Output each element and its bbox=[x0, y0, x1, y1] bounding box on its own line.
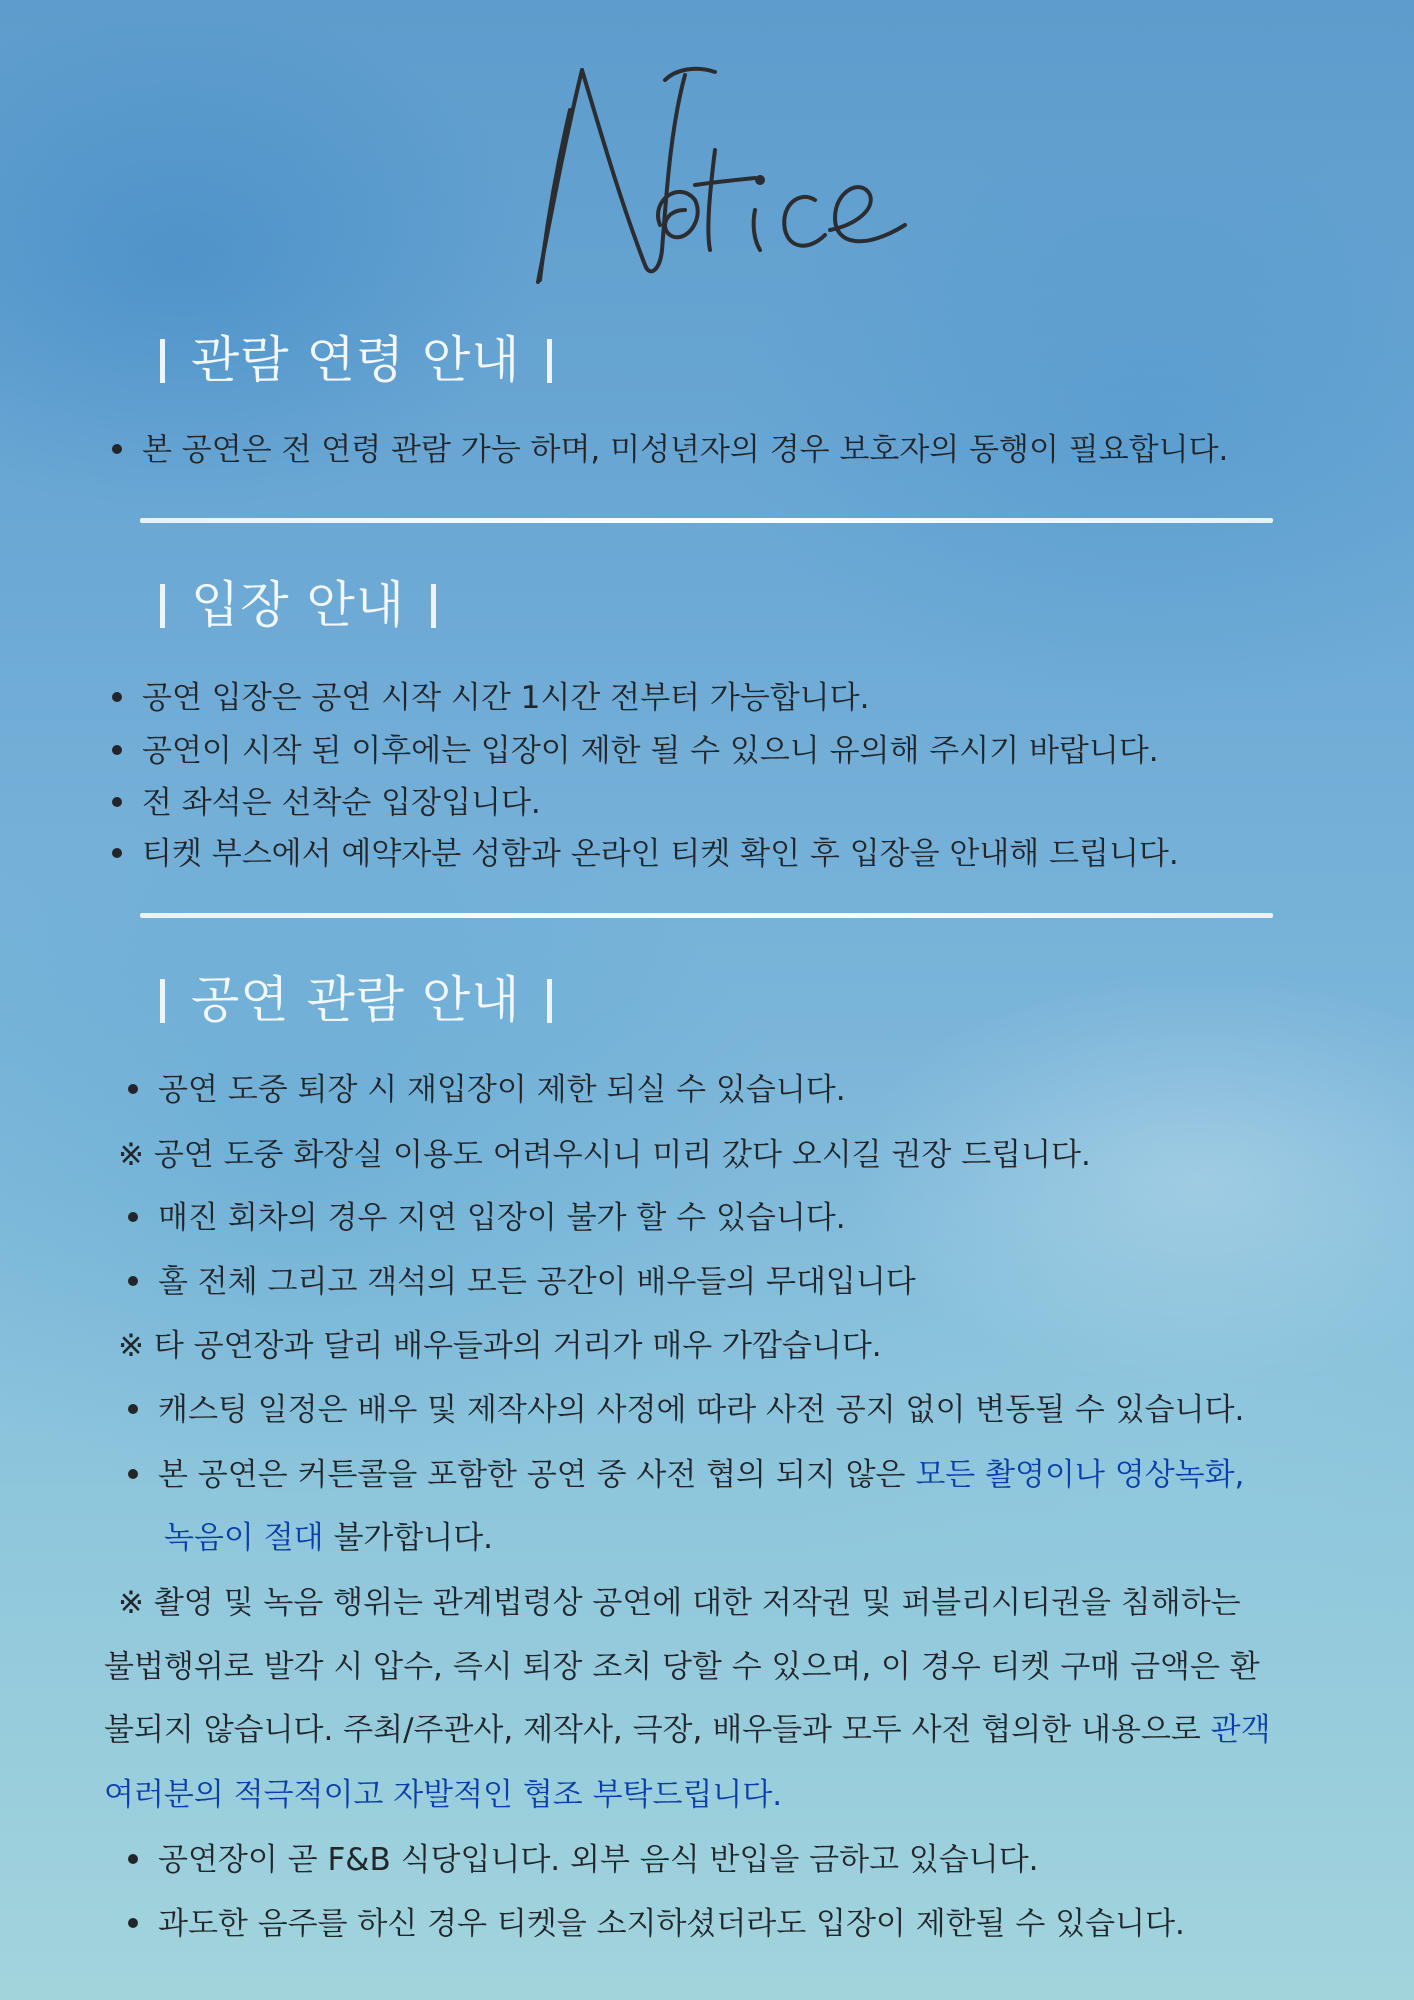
note-paragraph-line: 여러분의 적극적이고 자발적인 협조 부탁드립니다. bbox=[104, 1777, 783, 1813]
list-item: 전 좌석은 선착순 입장입니다. bbox=[112, 783, 541, 823]
bullet-dot bbox=[128, 1212, 138, 1222]
heading-bar-left bbox=[160, 584, 165, 628]
highlight-text: 녹음이 절대 bbox=[164, 1520, 324, 1556]
heading-bar-left bbox=[160, 979, 165, 1023]
section-divider bbox=[140, 518, 1273, 523]
list-item: 본 공연은 전 연령 관람 가능 하며, 미성년자의 경우 보호자의 동행이 필요합니다. bbox=[112, 430, 1228, 470]
note-paragraph-line: 불되지 않습니다. 주최/주관사, 제작사, 극장, 배우들과 모두 사전 협의한 내용으로 관객 bbox=[104, 1712, 1271, 1748]
list-item: 공연 입장은 공연 시작 시간 1시간 전부터 가능합니다. bbox=[112, 678, 869, 718]
heading-bar-right bbox=[547, 979, 552, 1023]
note-item: ※ 촬영 및 녹음 행위는 관계법령상 공연에 대한 저작권 및 퍼블리시티권을 침해하는 bbox=[118, 1585, 1241, 1621]
list-item: 홀 전체 그리고 객석의 모든 공간이 배우들의 무대입니다 bbox=[128, 1262, 916, 1302]
list-item: 공연이 시작 된 이후에는 입장이 제한 될 수 있으니 유의해 주시기 바랍니다. bbox=[112, 731, 1159, 771]
section-divider bbox=[140, 913, 1273, 918]
highlight-text: 관객 bbox=[1210, 1712, 1271, 1748]
bullet-dot bbox=[112, 848, 122, 858]
list-item: 공연장이 곧 F&B 식당입니다. 외부 음식 반입을 금하고 있습니다. bbox=[128, 1840, 1039, 1880]
bullet-dot bbox=[128, 1469, 138, 1479]
notice-script-logo bbox=[510, 50, 950, 300]
bullet-dot bbox=[112, 692, 122, 702]
heading-bar-right bbox=[431, 584, 436, 628]
note-item: ※ 공연 도중 화장실 이용도 어려우시니 미리 갔다 오시길 권장 드립니다. bbox=[118, 1137, 1091, 1173]
section-heading-text: 공연 관람 안내 bbox=[191, 971, 521, 1029]
note-item: ※ 타 공연장과 달리 배우들과의 거리가 매우 가깝습니다. bbox=[118, 1328, 882, 1364]
list-item: 티켓 부스에서 예약자분 성함과 온라인 티켓 확인 후 입장을 안내해 드립니다. bbox=[112, 834, 1179, 874]
bullet-dot bbox=[112, 745, 122, 755]
list-item: 매진 회차의 경우 지연 입장이 불가 할 수 있습니다. bbox=[128, 1198, 846, 1238]
bullet-dot bbox=[112, 797, 122, 807]
heading-bar-left bbox=[160, 339, 165, 383]
bullet-dot bbox=[128, 1404, 138, 1414]
list-item: 캐스팅 일정은 배우 및 제작사의 사정에 따라 사전 공지 없이 변동될 수 있습니다. bbox=[128, 1390, 1244, 1430]
list-item: 본 공연은 커튼콜을 포함한 공연 중 사전 협의 되지 않은 모든 촬영이나 영상녹화, bbox=[128, 1455, 1244, 1495]
section-heading-text: 관람 연령 안내 bbox=[191, 331, 521, 389]
bullet-dot bbox=[112, 444, 122, 454]
heading-bar-right bbox=[547, 339, 552, 383]
bullet-dot bbox=[128, 1276, 138, 1286]
bullet-dot bbox=[128, 1084, 138, 1094]
bullet-dot bbox=[128, 1918, 138, 1928]
section-heading-entry bbox=[160, 565, 436, 637]
note-paragraph-line: 불법행위로 발각 시 압수, 즉시 퇴장 조치 당할 수 있으며, 이 경우 티켓 구매 금액은 환 bbox=[104, 1649, 1260, 1685]
list-item: 공연 도중 퇴장 시 재입장이 제한 되실 수 있습니다. bbox=[128, 1070, 846, 1110]
section-heading-text: 입장 안내 bbox=[191, 576, 406, 634]
list-item: 과도한 음주를 하신 경우 티켓을 소지하셨더라도 입장이 제한될 수 있습니다. bbox=[128, 1904, 1185, 1944]
list-item-continuation: 녹음이 절대 불가합니다. bbox=[164, 1520, 494, 1556]
notice-title bbox=[510, 50, 950, 300]
section-heading-viewing bbox=[160, 960, 552, 1032]
highlight-text: 모든 촬영이나 영상녹화, bbox=[915, 1457, 1245, 1493]
bullet-dot bbox=[128, 1854, 138, 1864]
section-heading-age bbox=[160, 320, 552, 392]
